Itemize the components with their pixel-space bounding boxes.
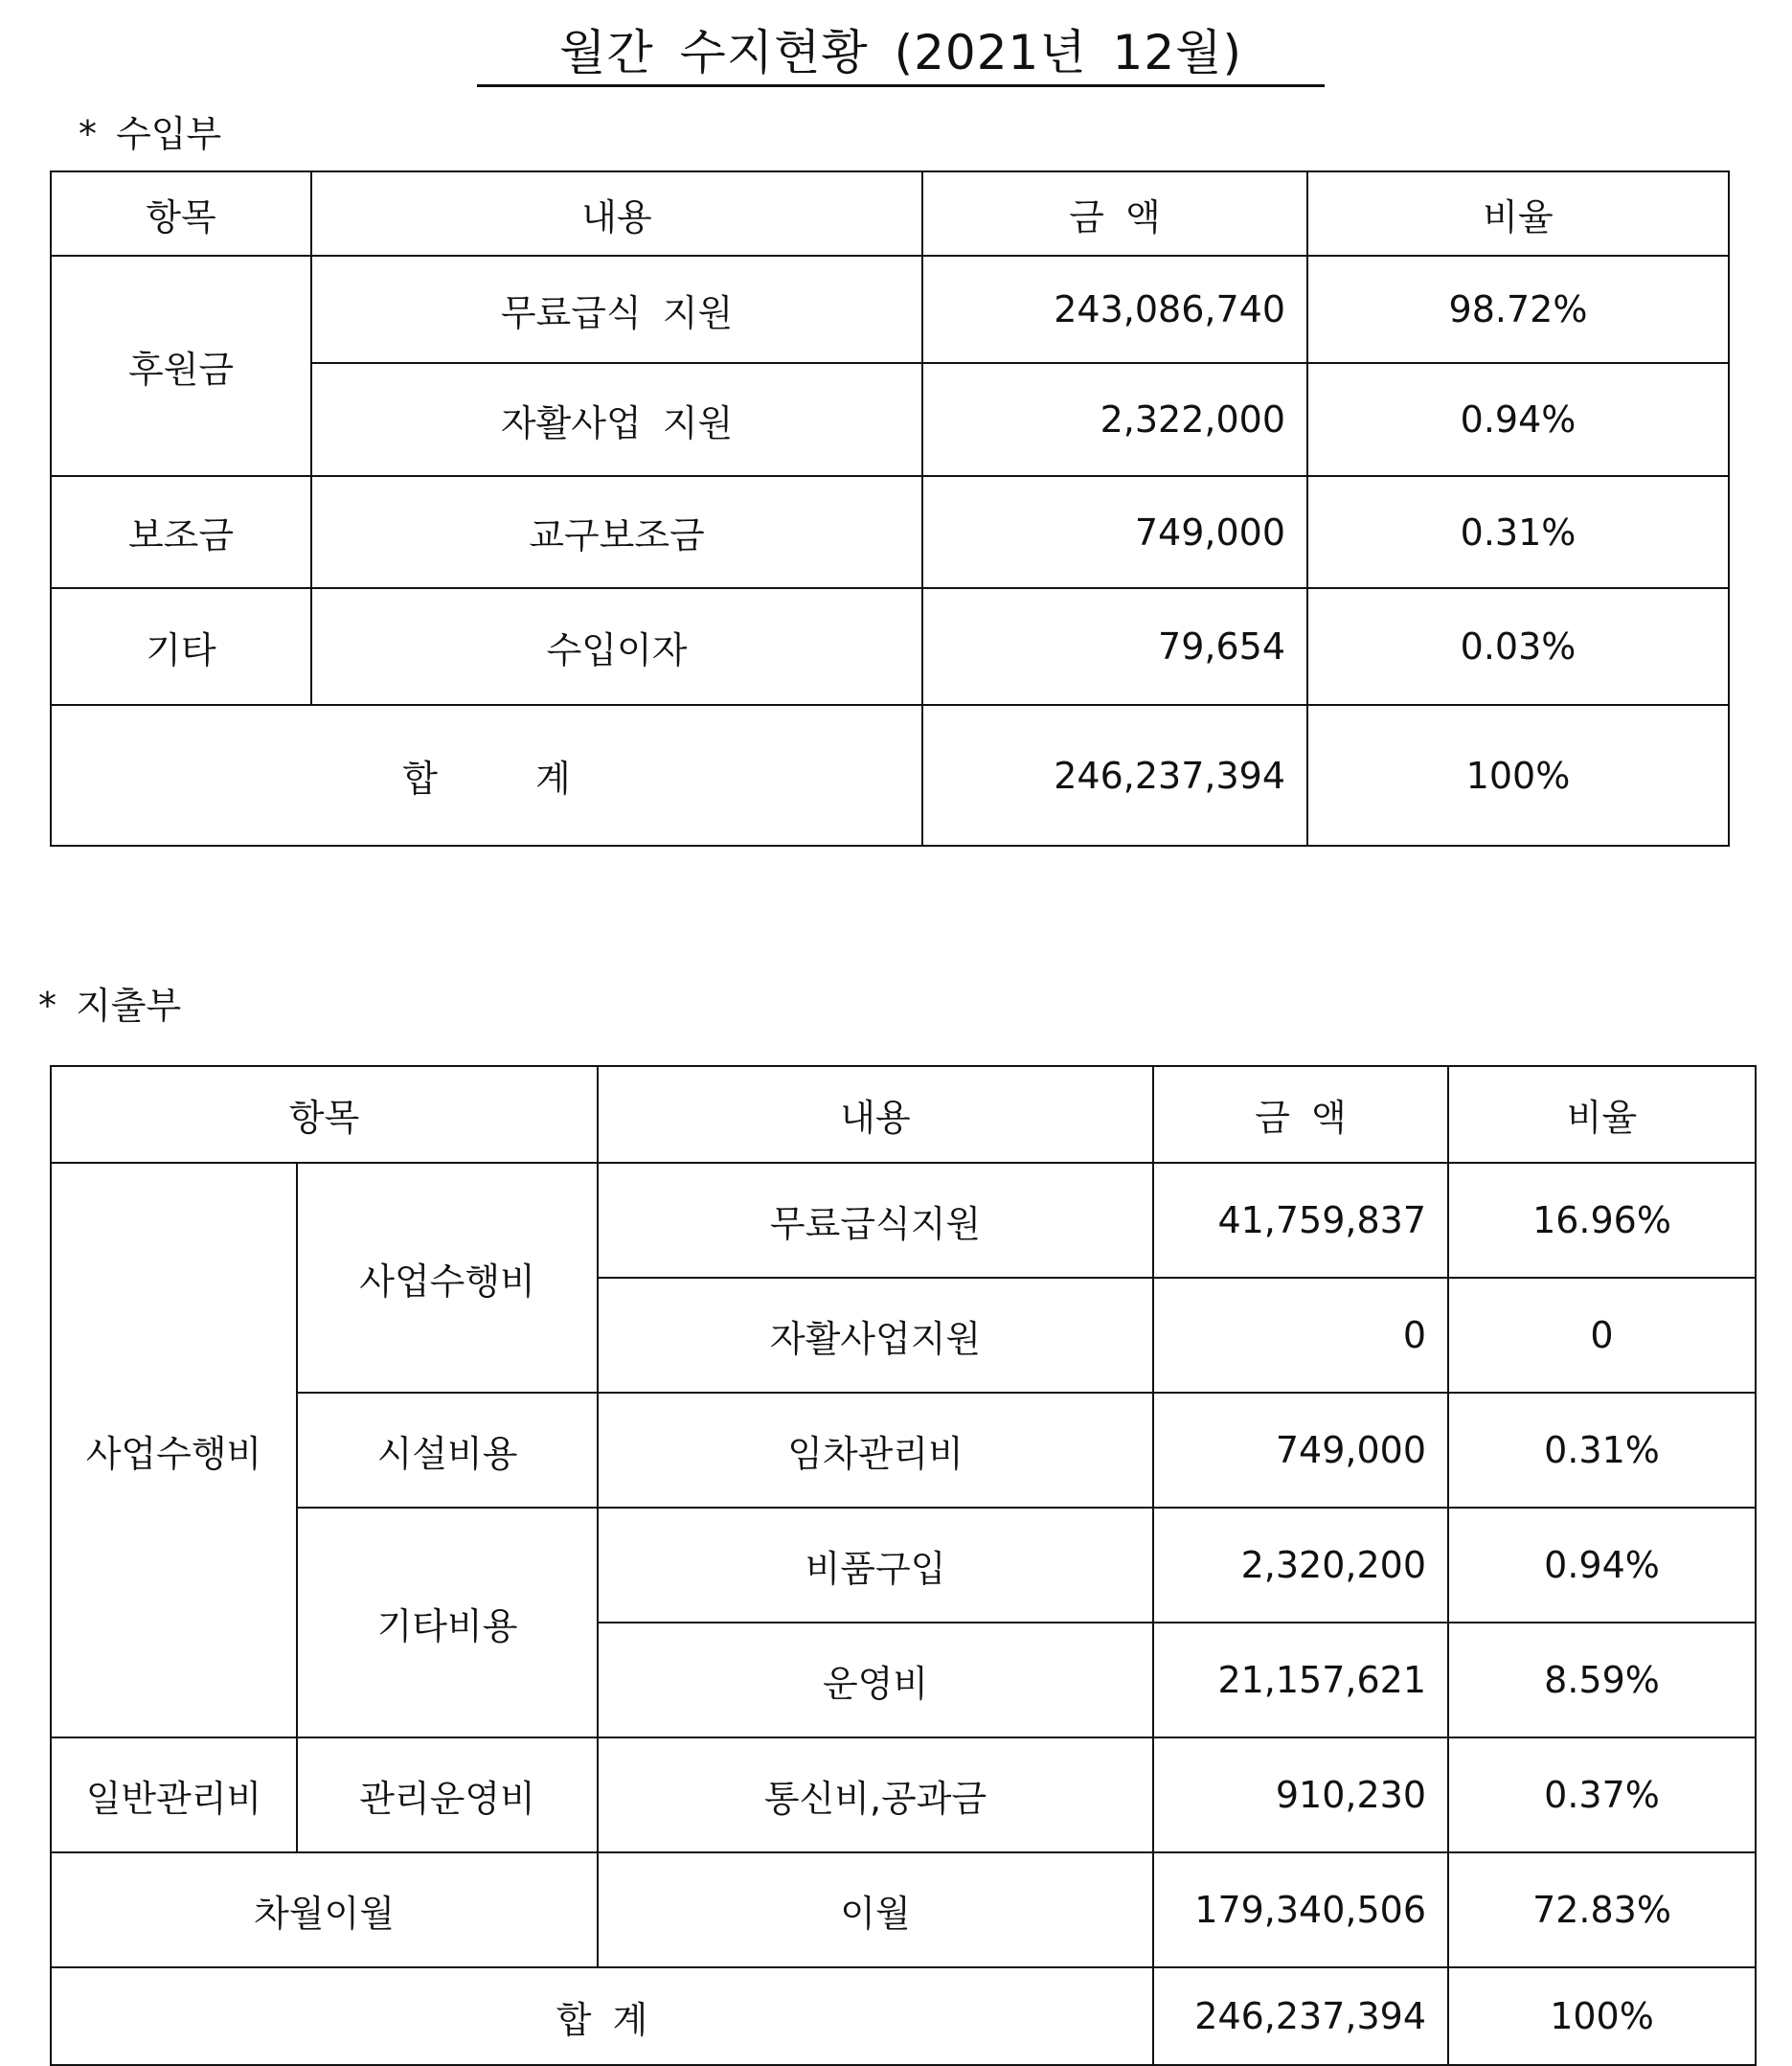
expense-amount: 21,157,621 [1153,1623,1448,1737]
expense-ratio: 0.94% [1448,1508,1756,1623]
expense-content: 운영비 [598,1623,1153,1737]
expense-carryover-item: 차월이월 [51,1852,598,1967]
expense-header-ratio: 비율 [1448,1066,1756,1163]
expense-subgroup-management: 관리운영비 [297,1737,598,1852]
page-title: 월간 수지현황 (2021년 12월) [477,21,1325,87]
expense-category-general: 일반관리비 [51,1737,297,1852]
expense-amount: 2,320,200 [1153,1508,1448,1623]
expense-header-item: 항목 [51,1066,598,1163]
income-group-sponsorship: 후원금 [51,256,311,476]
expense-carryover-row [51,1852,1756,1967]
expense-total-label: 합 계 [51,1967,1153,2065]
expense-subgroup-other: 기타비용 [297,1508,598,1737]
income-group-subsidy: 보조금 [51,476,311,588]
expense-content: 비품구입 [598,1508,1153,1623]
expense-table [50,1065,1757,2066]
table-row [51,256,1729,363]
expense-amount: 749,000 [1153,1393,1448,1508]
income-ratio: 0.03% [1307,588,1729,705]
expense-amount: 910,230 [1153,1737,1448,1852]
income-amount: 79,654 [922,588,1307,705]
income-header-item: 항목 [51,171,311,256]
table-row [51,1163,1756,1278]
expense-carryover-content: 이월 [598,1852,1153,1967]
expense-section-label: * 지출부 [38,985,182,1027]
expense-header-row [51,1066,1756,1163]
income-section-label: * 수입부 [79,113,222,155]
income-content: 수입이자 [311,588,922,705]
income-ratio: 0.31% [1307,476,1729,588]
expense-content: 자활사업지원 [598,1278,1153,1393]
income-header-ratio: 비율 [1307,171,1729,256]
expense-ratio: 0 [1448,1278,1756,1393]
expense-header-content: 내용 [598,1066,1153,1163]
expense-ratio: 0.31% [1448,1393,1756,1508]
income-header-content: 내용 [311,171,922,256]
income-amount: 2,322,000 [922,363,1307,476]
expense-ratio: 16.96% [1448,1163,1756,1278]
income-total-ratio: 100% [1307,705,1729,846]
income-amount: 749,000 [922,476,1307,588]
expense-total-amount: 246,237,394 [1153,1967,1448,2065]
expense-amount: 0 [1153,1278,1448,1393]
expense-category-project: 사업수행비 [51,1163,297,1737]
income-group-other: 기타 [51,588,311,705]
income-total-amount: 246,237,394 [922,705,1307,846]
income-total-label: 합 계 [51,705,922,846]
expense-content: 무료급식지원 [598,1163,1153,1278]
income-content: 자활사업 지원 [311,363,922,476]
expense-header-amount: 금 액 [1153,1066,1448,1163]
table-row [51,476,1729,588]
income-content: 무료급식 지원 [311,256,922,363]
table-row [51,1393,1756,1508]
expense-ratio: 8.59% [1448,1623,1756,1737]
expense-content: 임차관리비 [598,1393,1153,1508]
expense-subgroup-facility: 시설비용 [297,1393,598,1508]
expense-total-row [51,1967,1756,2065]
expense-carryover-amount: 179,340,506 [1153,1852,1448,1967]
income-ratio: 98.72% [1307,256,1729,363]
income-content: 교구보조금 [311,476,922,588]
expense-carryover-ratio: 72.83% [1448,1852,1756,1967]
table-row [51,1737,1756,1852]
income-ratio: 0.94% [1307,363,1729,476]
income-header-amount: 금 액 [922,171,1307,256]
expense-ratio: 0.37% [1448,1737,1756,1852]
expense-amount: 41,759,837 [1153,1163,1448,1278]
expense-total-ratio: 100% [1448,1967,1756,2065]
income-table [50,170,1730,847]
income-total-row [51,705,1729,846]
income-header-row [51,171,1729,256]
table-row [51,588,1729,705]
income-amount: 243,086,740 [922,256,1307,363]
expense-content: 통신비,공과금 [598,1737,1153,1852]
expense-subgroup-project: 사업수행비 [297,1163,598,1393]
table-row [51,1508,1756,1623]
